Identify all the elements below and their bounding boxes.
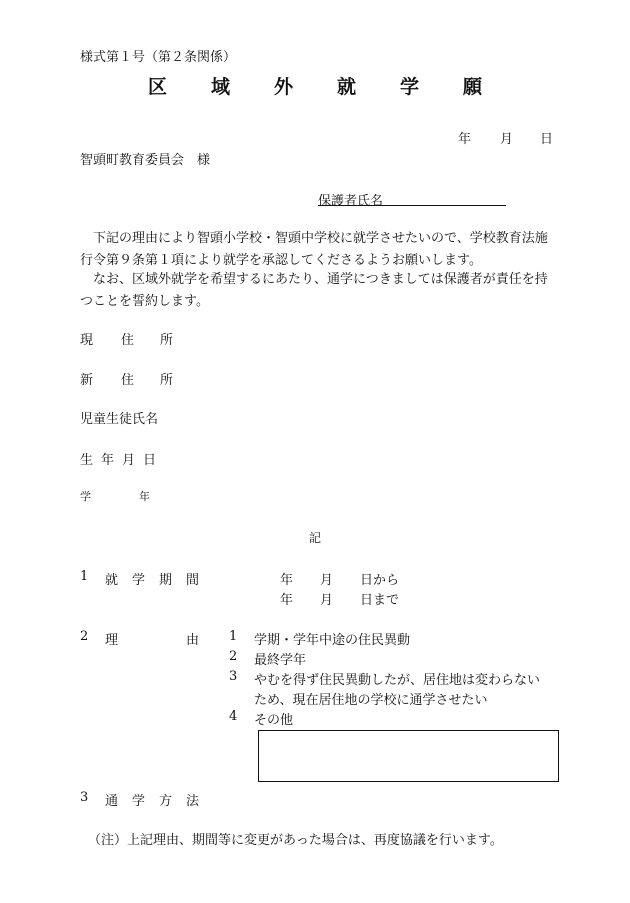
reason-option[interactable]: 最終学年 [254,653,307,668]
addressee: 智頭町教育委員会 様 [80,153,211,168]
label-char: 期 [159,573,173,588]
field-char: 所 [160,373,174,388]
label-char: 通 [105,794,119,809]
field-char: 住 [121,333,135,348]
reason-option-continued: ため、現在居住地の学校に通学させたい [254,693,488,708]
title-char: 就 [337,76,357,98]
field-char: 年 [101,453,115,468]
field-char: 日 [143,453,157,468]
field-char: 新 [80,373,94,388]
field-char: 学 [80,490,91,503]
title-char: 願 [463,76,483,98]
field-char: 現 [80,333,94,348]
reason-number: 2 [229,649,238,664]
other-reason-box[interactable] [258,730,559,782]
field-char: 生 [80,453,94,468]
period-start-day[interactable]: 日から [360,573,400,588]
section-number: 2 [80,629,89,644]
section-number: 3 [80,790,89,805]
label-char: 方 [159,794,173,809]
section-number: 1 [80,569,89,584]
commute-method-label [105,790,199,809]
period-start-month[interactable]: 月 [320,573,334,588]
title-char: 域 [210,76,230,98]
page-title [0,72,630,99]
reason-option[interactable]: 学期・学年中途の住民異動 [254,633,411,648]
period-end-year[interactable]: 年 [280,593,294,608]
attendance-period-label [105,569,199,588]
birth-date-field[interactable] [80,449,156,468]
label-char: 学 [132,573,146,588]
new-address-field[interactable] [80,369,173,388]
field-char: 月 [122,453,136,468]
title-char: 区 [147,76,167,98]
period-end-month[interactable]: 月 [320,593,334,608]
field-char: 住 [121,373,135,388]
reason-option[interactable]: その他 [254,713,294,728]
reason-number: 4 [229,709,238,724]
reason-label-char: 由 [186,633,200,648]
date-month-label: 月 [500,132,514,147]
label-char: 学 [132,794,146,809]
title-char: 外 [273,76,293,98]
field-char: 年 [139,490,150,503]
current-address-field[interactable] [80,329,173,348]
footnote: （注）上記理由、期間等に変更があった場合は、再度協議を行います。 [88,833,503,848]
reason-number: 1 [229,629,238,644]
label-char: 法 [186,794,200,809]
guardian-name-label: 保護者氏名 [318,194,384,209]
request-paragraph: 下記の理由により智頭小学校・智頭中学校に就学させたいので、学校教育法施行令第９条第１項により就学を承認してくださるようお願いします。 [80,231,548,268]
date-day-label: 日 [540,132,554,147]
reason-option[interactable]: やむを得ず住民異動したが、居住地は変わらない [254,673,541,688]
field-char: 所 [160,333,174,348]
grade-field[interactable] [80,488,150,504]
period-end-day[interactable]: 日まで [360,593,400,608]
student-name-field[interactable]: 児童生徒氏名 [80,412,159,427]
title-char: 学 [400,76,420,98]
form-number: 様式第１号（第２条関係） [80,50,237,65]
ki-heading: 記 [309,531,322,545]
label-char: 就 [105,573,119,588]
pledge-paragraph: なお、区域外就学を希望するにあたり、通学につきましては保護者が責任を持つことを誓約します。 [80,272,548,309]
label-char: 間 [186,573,200,588]
reason-number: 3 [229,669,238,684]
period-start-year[interactable]: 年 [280,573,294,588]
reason-label-char: 理 [105,633,119,648]
date-year-label: 年 [458,132,472,147]
guardian-name-line[interactable] [318,205,506,206]
